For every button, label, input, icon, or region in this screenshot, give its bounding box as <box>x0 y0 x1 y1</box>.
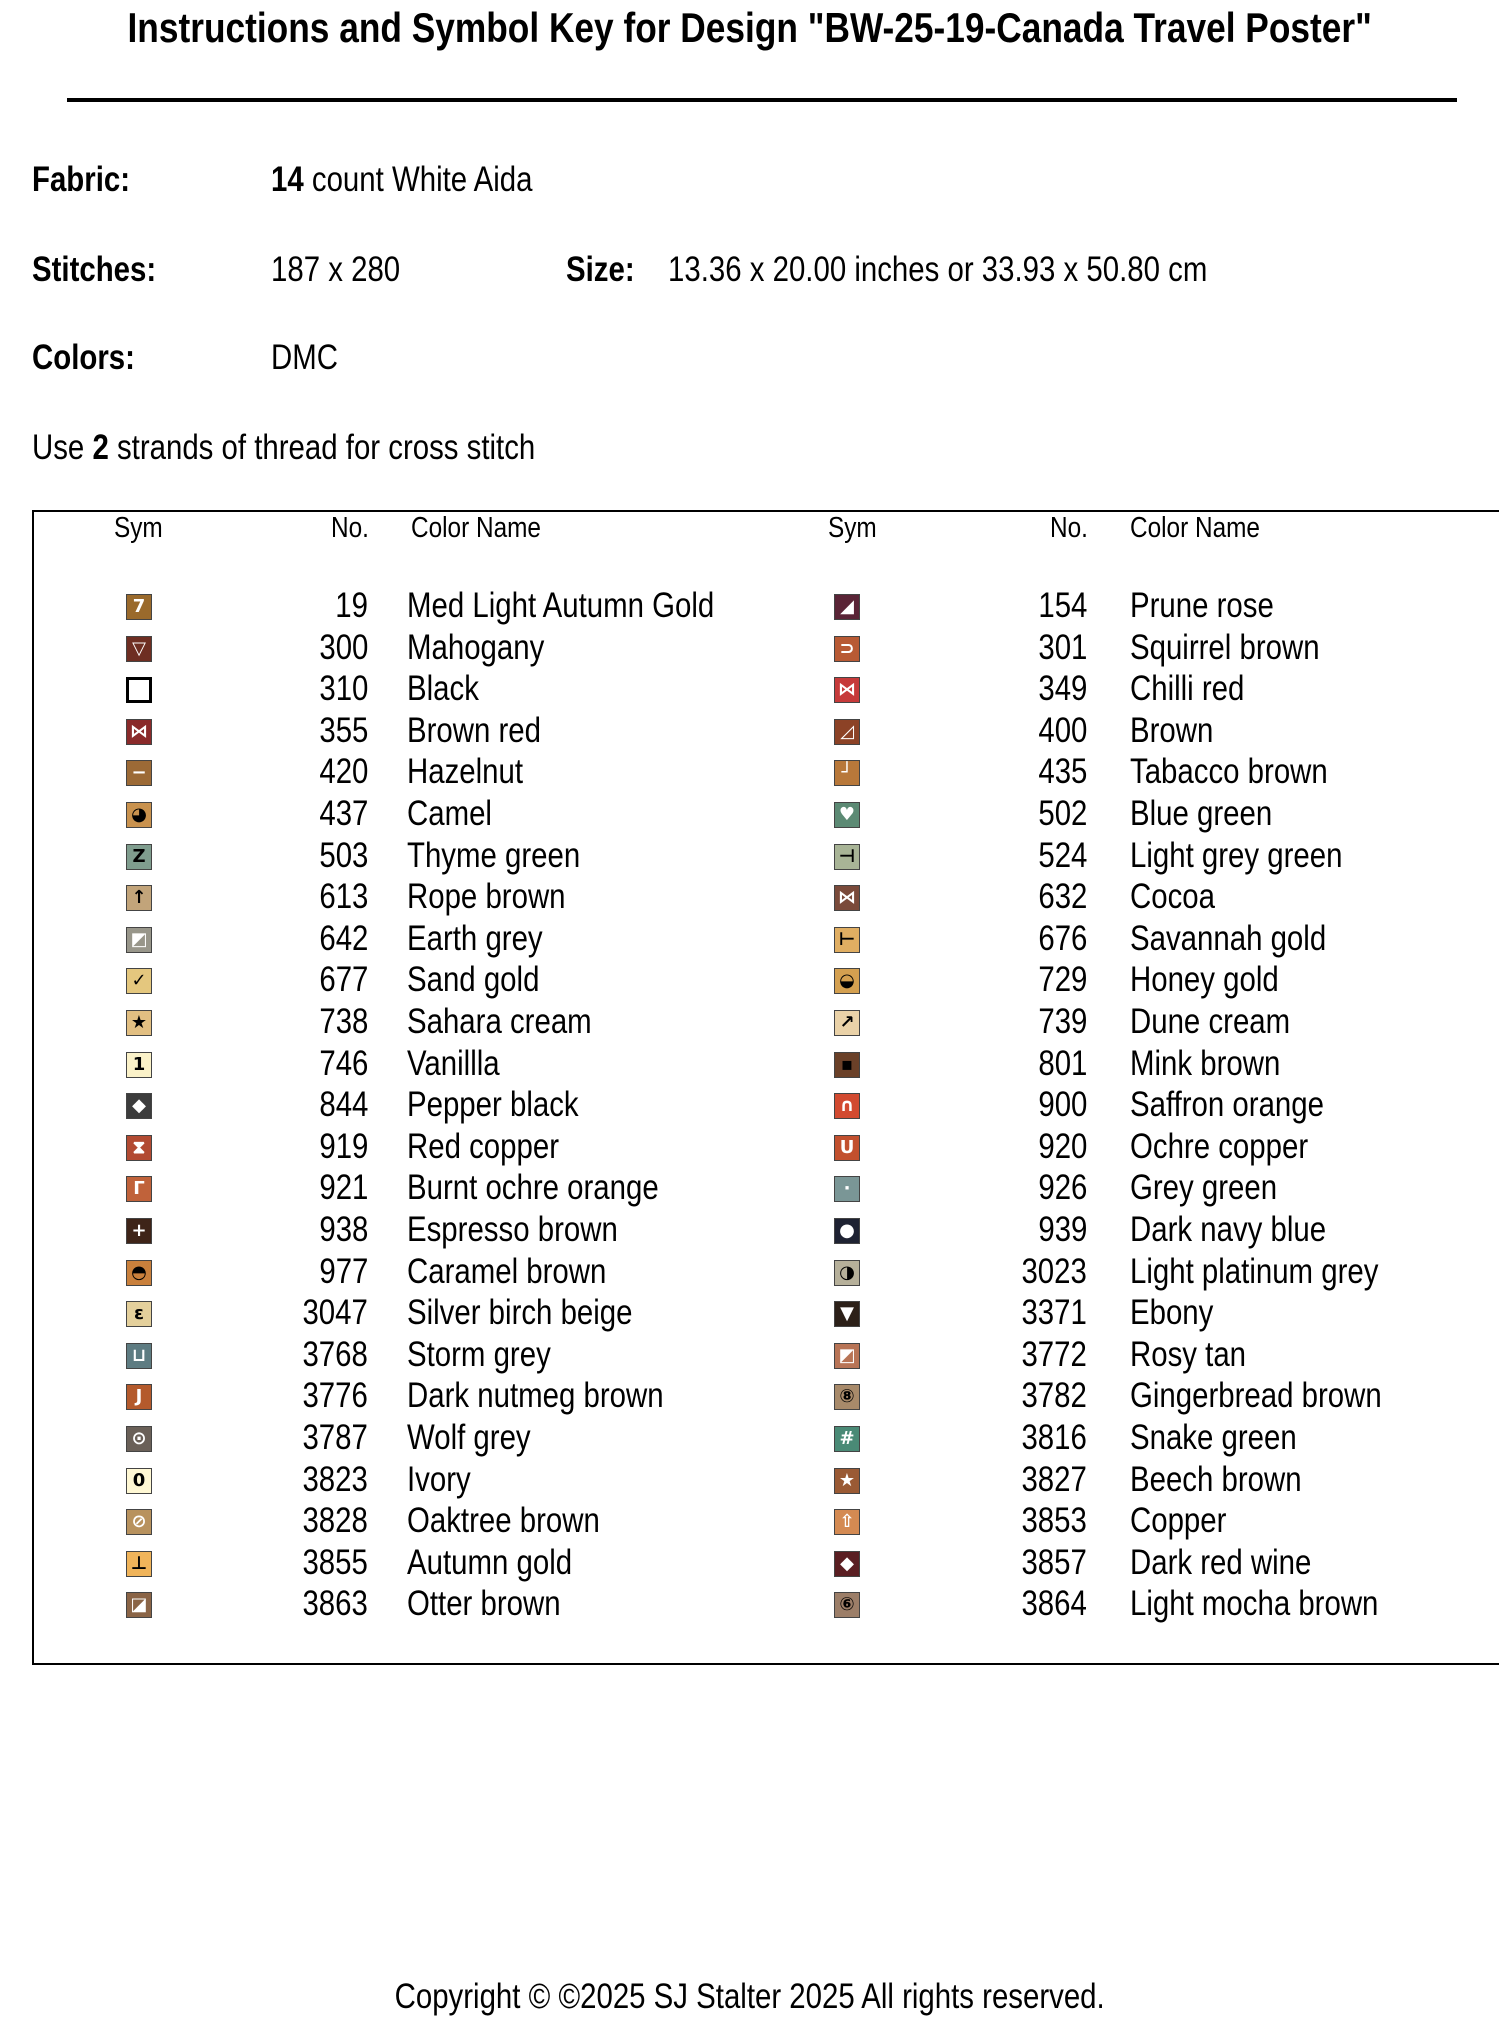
key-row-right <box>0 628 1500 668</box>
stitch-symbol-icon: − <box>126 760 152 786</box>
dmc-number: 977 <box>318 1252 368 1291</box>
stitch-symbol-icon: ▼ <box>834 1301 860 1327</box>
stitch-symbol-icon: ⑥ <box>834 1592 860 1618</box>
stitch-symbol-icon: ◕ <box>126 802 152 828</box>
color-name: Ochre copper <box>1130 1127 1309 1166</box>
key-row-right <box>0 1543 1500 1583</box>
stitch-symbol-icon: # <box>834 1426 860 1452</box>
color-name: Oaktree brown <box>407 1501 600 1540</box>
dmc-number: 400 <box>1037 711 1087 750</box>
key-row-right <box>0 1168 1500 1208</box>
color-name: Cocoa <box>1130 877 1215 916</box>
copyright-notice: Copyright © ©2025 SJ Stalter 2025 All rights reserved. <box>394 1977 1106 2016</box>
key-row-right <box>0 960 1500 1000</box>
dmc-number: 3863 <box>302 1584 368 1623</box>
dmc-number: 3816 <box>1021 1418 1087 1457</box>
dmc-number: 310 <box>318 669 368 708</box>
dmc-number: 300 <box>318 628 368 667</box>
color-name: Light grey green <box>1130 836 1343 875</box>
dmc-number: 3047 <box>302 1293 368 1332</box>
key-row-right <box>0 1376 1500 1416</box>
dmc-number: 349 <box>1037 669 1087 708</box>
stitch-symbol-icon: · <box>834 1176 860 1202</box>
fabric-description: count White Aida <box>303 160 533 199</box>
color-name: Honey gold <box>1130 960 1279 999</box>
color-name: Rosy tan <box>1130 1335 1247 1374</box>
stitch-symbol-icon: Z <box>126 844 152 870</box>
color-name: Espresso brown <box>407 1210 618 1249</box>
dmc-number: 503 <box>318 836 368 875</box>
color-name: Chilli red <box>1130 669 1245 708</box>
stitch-symbol-icon: ɛ <box>126 1301 152 1327</box>
page-title: Instructions and Symbol Key for Design "BW-25-19-Canada Travel Poster" <box>127 4 1373 51</box>
stitch-symbol-icon: ◓ <box>126 1260 152 1286</box>
dmc-number: 613 <box>318 877 368 916</box>
key-row-right <box>0 794 1500 834</box>
stitch-symbol-icon: ⊃ <box>834 636 860 662</box>
dmc-number: 3823 <box>302 1460 368 1499</box>
stitch-symbol-icon: ★ <box>834 1468 860 1494</box>
color-name: Mahogany <box>407 628 545 667</box>
dmc-number: 676 <box>1037 919 1087 958</box>
key-row-right <box>0 1044 1500 1084</box>
fabric-count: 14 <box>271 160 304 199</box>
stitch-symbol-icon: ⊙ <box>126 1426 152 1452</box>
color-name: Ebony <box>1130 1293 1214 1332</box>
color-name: Prune rose <box>1130 586 1274 625</box>
stitch-symbol-icon: ⊢ <box>834 927 860 953</box>
color-name: Blue green <box>1130 794 1273 833</box>
dmc-number: 919 <box>318 1127 368 1166</box>
color-name: Dark red wine <box>1130 1543 1312 1582</box>
color-name: Burnt ochre orange <box>407 1168 659 1207</box>
dmc-number: 3782 <box>1021 1376 1087 1415</box>
key-row-right <box>0 586 1500 626</box>
stitch-symbol-icon: 1 <box>126 1052 152 1078</box>
key-row-right <box>0 1418 1500 1458</box>
dmc-number: 844 <box>318 1085 368 1124</box>
color-name: Grey green <box>1130 1168 1278 1207</box>
color-name: Light platinum grey <box>1130 1252 1379 1291</box>
stitch-symbol-icon: ◒ <box>834 968 860 994</box>
stitch-symbol-icon: ◑ <box>834 1260 860 1286</box>
color-name: Brown red <box>407 711 542 750</box>
stitches-label: Stitches: <box>32 250 157 289</box>
color-name: Light mocha brown <box>1130 1584 1379 1623</box>
color-name: Dark navy blue <box>1130 1210 1327 1249</box>
stitch-symbol-icon: 7 <box>126 594 152 620</box>
header-color-name-left: Color Name <box>411 512 541 544</box>
dmc-number: 939 <box>1037 1210 1087 1249</box>
key-row-right <box>0 1293 1500 1333</box>
dmc-number: 642 <box>318 919 368 958</box>
color-name: Camel <box>407 794 492 833</box>
dmc-number: 154 <box>1037 586 1087 625</box>
color-name: Sahara cream <box>407 1002 592 1041</box>
dmc-number: 921 <box>318 1168 368 1207</box>
dmc-number: 3787 <box>302 1418 368 1457</box>
dmc-number: 801 <box>1037 1044 1087 1083</box>
header-sym-left: Sym <box>114 512 163 544</box>
key-row-right <box>0 1335 1500 1375</box>
header-no-right: No. <box>1050 512 1088 544</box>
color-name: Snake green <box>1130 1418 1297 1457</box>
stitch-symbol-icon: ◿ <box>834 719 860 745</box>
stitch-symbol-icon: ⋈ <box>126 719 152 745</box>
key-row-right <box>0 711 1500 751</box>
dmc-number: 3371 <box>1021 1293 1087 1332</box>
color-name: Beech brown <box>1130 1460 1302 1499</box>
stitch-symbol-icon: ⊘ <box>126 1509 152 1535</box>
dmc-number: 3855 <box>302 1543 368 1582</box>
key-row-right <box>0 752 1500 792</box>
stitch-symbol-icon: ● <box>834 1218 860 1244</box>
dmc-number: 3776 <box>302 1376 368 1415</box>
color-name: Storm grey <box>407 1335 551 1374</box>
color-name: Silver birch beige <box>407 1293 633 1332</box>
stitch-symbol-icon: ⧗ <box>126 1135 152 1161</box>
fabric-value <box>271 160 582 200</box>
key-row-right <box>0 1584 1500 1624</box>
dmc-number: 435 <box>1037 752 1087 791</box>
size-label: Size: <box>566 250 635 289</box>
color-name: Thyme green <box>407 836 581 875</box>
fabric-label: Fabric: <box>32 160 131 199</box>
header-sym-right: Sym <box>828 512 877 544</box>
color-name: Dark nutmeg brown <box>407 1376 664 1415</box>
stitch-symbol-icon: ⑧ <box>834 1384 860 1410</box>
stitch-symbol-icon: ↑ <box>126 885 152 911</box>
key-row-right <box>0 1501 1500 1541</box>
title-divider <box>67 98 1457 102</box>
header-color-name-right: Color Name <box>1130 512 1260 544</box>
strand-count: 2 <box>92 428 109 467</box>
key-row-right <box>0 1252 1500 1292</box>
color-name: Rope brown <box>407 877 566 916</box>
stitch-symbol-icon: + <box>126 1218 152 1244</box>
stitch-symbol-icon: ▽ <box>126 636 152 662</box>
color-name: Dune cream <box>1130 1002 1291 1041</box>
stitch-symbol-icon: ⋈ <box>834 677 860 703</box>
key-row-right <box>0 669 1500 709</box>
stitch-symbol-icon: ★ <box>126 1010 152 1036</box>
stitch-symbol-icon: ∩ <box>834 1093 860 1119</box>
dmc-number: 746 <box>318 1044 368 1083</box>
color-name: Gingerbread brown <box>1130 1376 1382 1415</box>
stitch-symbol-icon: ⊥ <box>126 1551 152 1577</box>
color-name: Ivory <box>407 1460 471 1499</box>
color-name: Saffron orange <box>1130 1085 1324 1124</box>
size-value: 13.36 x 20.00 inches or 33.93 x 50.80 cm <box>668 250 1208 289</box>
color-name: Autumn gold <box>407 1543 573 1582</box>
stitch-symbol-icon: U <box>834 1135 860 1161</box>
dmc-number: 355 <box>318 711 368 750</box>
key-row-right <box>0 1085 1500 1125</box>
stitch-symbol-icon: ↗ <box>834 1010 860 1036</box>
header-no-left: No. <box>331 512 369 544</box>
stitch-symbol-icon: 0 <box>126 1468 152 1494</box>
stitch-symbol-icon: ◩ <box>126 927 152 953</box>
stitch-symbol-icon: ◆ <box>126 1093 152 1119</box>
color-name: Hazelnut <box>407 752 524 791</box>
color-name: Red copper <box>407 1127 560 1166</box>
dmc-number: 677 <box>318 960 368 999</box>
stitch-symbol-icon: ┘ <box>834 760 860 786</box>
dmc-number: 3857 <box>1021 1543 1087 1582</box>
dmc-number: 19 <box>335 586 368 625</box>
dmc-number: 301 <box>1037 628 1087 667</box>
color-name: Copper <box>1130 1501 1227 1540</box>
stitch-symbol-icon: ◩ <box>834 1343 860 1369</box>
stitches-value: 187 x 280 <box>271 250 401 289</box>
color-name: Earth grey <box>407 919 543 958</box>
color-name: Sand gold <box>407 960 540 999</box>
color-name: Brown <box>1130 711 1214 750</box>
colors-label: Colors: <box>32 338 135 377</box>
dmc-number: 738 <box>318 1002 368 1041</box>
strands-instruction: Use 2 strands of thread for cross stitch <box>32 428 536 467</box>
color-name: Savannah gold <box>1130 919 1327 958</box>
key-row-right <box>0 1127 1500 1167</box>
stitch-symbol-icon: ▪ <box>834 1052 860 1078</box>
dmc-number: 3853 <box>1021 1501 1087 1540</box>
color-name: Caramel brown <box>407 1252 607 1291</box>
color-name: Otter brown <box>407 1584 561 1623</box>
dmc-number: 938 <box>318 1210 368 1249</box>
stitch-symbol-icon: J <box>126 1384 152 1410</box>
color-name: Mink brown <box>1130 1044 1281 1083</box>
stitch-symbol-icon: ◢ <box>834 594 860 620</box>
color-name: Med Light Autumn Gold <box>407 586 715 625</box>
color-name: Vanillla <box>407 1044 500 1083</box>
color-name: Pepper black <box>407 1085 579 1124</box>
stitch-symbol-icon: ♥ <box>834 802 860 828</box>
color-name: Squirrel brown <box>1130 628 1320 667</box>
color-name: Wolf grey <box>407 1418 531 1457</box>
dmc-number: 3023 <box>1021 1252 1087 1291</box>
dmc-number: 3772 <box>1021 1335 1087 1374</box>
dmc-number: 632 <box>1037 877 1087 916</box>
stitch-symbol-icon: ◪ <box>126 1592 152 1618</box>
dmc-number: 437 <box>318 794 368 833</box>
key-row-right <box>0 1210 1500 1250</box>
key-row-right <box>0 877 1500 917</box>
dmc-number: 3827 <box>1021 1460 1087 1499</box>
dmc-number: 920 <box>1037 1127 1087 1166</box>
dmc-number: 3864 <box>1021 1584 1087 1623</box>
stitch-symbol-icon: ⊔ <box>126 1343 152 1369</box>
dmc-number: 926 <box>1037 1168 1087 1207</box>
stitch-symbol-icon: ⋈ <box>834 885 860 911</box>
dmc-number: 900 <box>1037 1085 1087 1124</box>
color-name: Tabacco brown <box>1130 752 1328 791</box>
dmc-number: 3828 <box>302 1501 368 1540</box>
stitch-symbol-icon: ✓ <box>126 968 152 994</box>
dmc-number: 524 <box>1037 836 1087 875</box>
color-name: Black <box>407 669 479 708</box>
key-row-right <box>0 1460 1500 1500</box>
dmc-number: 729 <box>1037 960 1087 999</box>
stitch-symbol-icon: ⊣ <box>834 844 860 870</box>
dmc-number: 739 <box>1037 1002 1087 1041</box>
dmc-number: 3768 <box>302 1335 368 1374</box>
stitch-symbol-icon: ◆ <box>834 1551 860 1577</box>
dmc-number: 502 <box>1037 794 1087 833</box>
stitch-symbol-icon: ⇧ <box>834 1509 860 1535</box>
colors-value: DMC <box>271 338 338 377</box>
key-row-right <box>0 919 1500 959</box>
key-row-right <box>0 836 1500 876</box>
stitch-symbol-icon: Γ <box>126 1176 152 1202</box>
dmc-number: 420 <box>318 752 368 791</box>
key-row-right <box>0 1002 1500 1042</box>
